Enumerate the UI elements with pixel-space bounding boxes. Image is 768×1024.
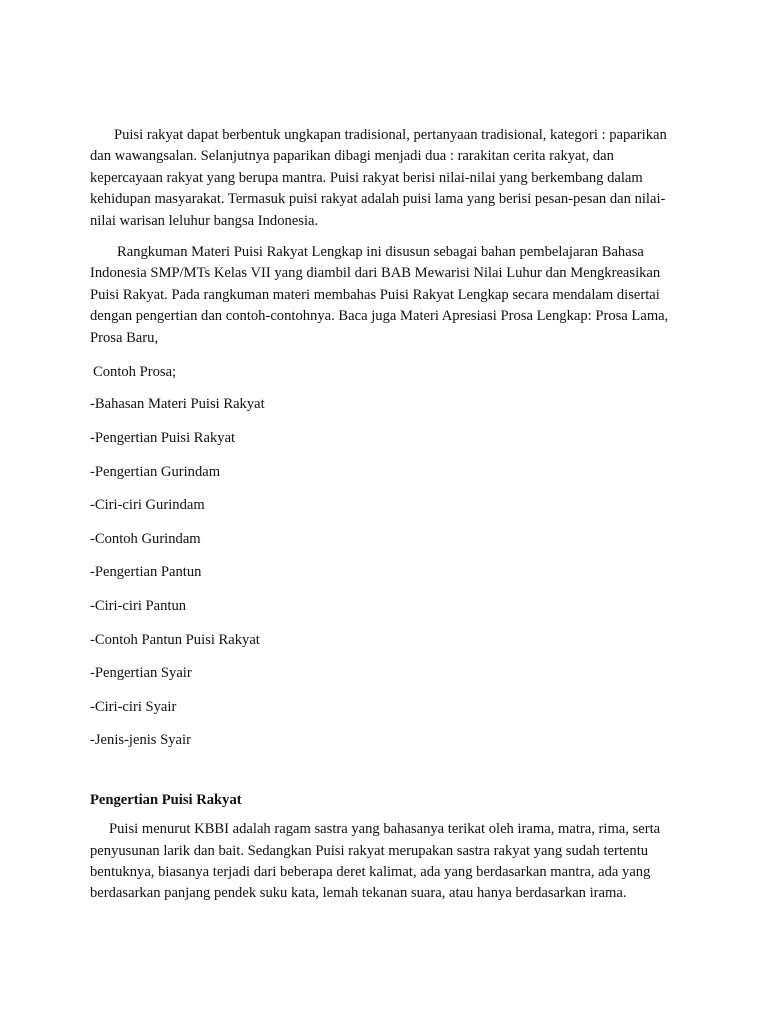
list-item: -Contoh Gurindam [90, 530, 201, 547]
list-item: -Ciri-ciri Syair [90, 698, 177, 715]
list-item: -Pengertian Puisi Rakyat [90, 430, 236, 447]
list-item: -Jenis-jenis Syair [90, 732, 191, 749]
list-item: -Pengertian Gurindam [90, 463, 221, 480]
section-heading: Pengertian Puisi Rakyat [90, 791, 242, 808]
document-content [90, 125, 680, 905]
summary-paragraph: Rangkuman Materi Puisi Rakyat Lengkap ini disusun sebagai bahan pembelajaran Bahasa Indonesia SMP/MTs Kelas VII yang diambil dari BAB Mewarisi Nilai Luhur dan Mengkreasikan Puisi Rakyat. Pada rangkuman materi membahas Puisi Rakyat Lengkap secara mendalam disertai dengan pengertian dan contoh-contohnya. Baca juga Materi Apresiasi Prosa Lengkap: Prosa Lama, Prosa Baru, [90, 244, 669, 346]
list-item: -Pengertian Syair [90, 665, 192, 682]
list-item: -Bahasan Materi Puisi Rakyat [90, 396, 265, 413]
topic-list [90, 394, 680, 751]
intro-paragraph: Puisi rakyat dapat berbentuk ungkapan tradisional, pertanyaan tradisional, kategori : paparikan dan wawangsalan. Selanjutnya paparikan dibagi menjadi dua : rarakitan cerita rakyat, dan kepercayaan rakyat yang berupa mantra. Puisi rakyat berisi nilai-nilai yang berkembang dalam kehidupan masyarakat. Termasuk puisi rakyat adalah puisi lama yang berisi pesan-pesan dan nilai- nilai warisan leluhur bangsa Indonesia. [90, 127, 667, 229]
list-item: -Pengertian Pantun [90, 564, 202, 581]
list-item: -Ciri-ciri Gurindam [90, 497, 205, 514]
list-item: -Contoh Pantun Puisi Rakyat [90, 631, 260, 648]
definition-paragraph: Puisi menurut KBBI adalah ragam sastra yang bahasanya terikat oleh irama, matra, rima, serta penyusunan larik dan bait. Sedangkan Puisi rakyat merupakan sastra rakyat yang sudah tertentu bentuknya, biasanya terjadi dari beberapa deret kalimat, ada yang berdasarkan mantra, ada yang berdasarkan panjang pendek suku kata, lemah tekanan suara, atau hanya berdasarkan irama. [90, 821, 661, 902]
list-item: -Ciri-ciri Pantun [90, 598, 187, 615]
contoh-prosa-label: Contoh Prosa; [93, 364, 177, 381]
